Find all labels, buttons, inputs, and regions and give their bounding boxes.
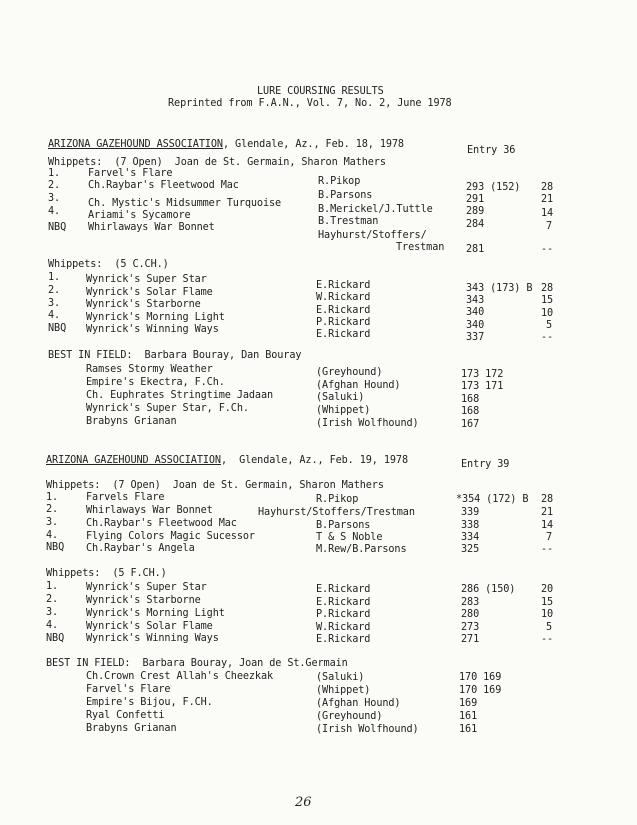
points: 21 bbox=[541, 507, 554, 518]
place: 4. bbox=[48, 310, 61, 321]
points: -- bbox=[541, 634, 554, 645]
dog-name: Ch. Euphrates Stringtime Jadaan bbox=[86, 390, 274, 401]
breed: (Afghan Hound) bbox=[316, 698, 401, 709]
breed: (Irish Wolfhound) bbox=[316, 418, 419, 429]
place: 2. bbox=[46, 594, 59, 605]
dog-name: Ch.Raybar's Fleetwood Mac bbox=[86, 518, 237, 529]
score: 271 bbox=[461, 634, 480, 645]
dog-name: Empire's Ekectra, F.Ch. bbox=[86, 377, 225, 388]
place: 1. bbox=[46, 492, 59, 503]
dog-name: Ch.Raybar's Angela bbox=[86, 543, 195, 554]
place: 3. bbox=[48, 298, 61, 309]
score: 168 bbox=[461, 406, 480, 417]
points: 7 bbox=[546, 532, 553, 543]
score: 170 169 bbox=[459, 672, 502, 683]
dog-name: Brabyns Grianan bbox=[86, 723, 177, 734]
points: 5 bbox=[546, 320, 553, 331]
dog-name: Farvel's Flare bbox=[86, 684, 171, 695]
score: 169 bbox=[459, 698, 478, 709]
points: -- bbox=[541, 544, 554, 555]
dog-name: Whirlaways War Bonnet bbox=[88, 222, 215, 233]
dog-name: Wynrick's Winning Ways bbox=[86, 324, 219, 335]
dog-name: Whirlaways War Bonnet bbox=[86, 505, 213, 516]
stake-heading: Whippets: (7 Open) Joan de St. Germain, Sharon Mathers bbox=[46, 480, 384, 491]
dog-name: Wynrick's Super Star bbox=[86, 582, 207, 593]
owner: B.Parsons bbox=[318, 190, 373, 201]
dog-name: Ryal Confetti bbox=[86, 710, 165, 721]
score: 293 (152) bbox=[466, 182, 521, 193]
dog-name: Farvel's Flare bbox=[88, 168, 173, 179]
score: 339 bbox=[461, 507, 480, 518]
score: 173 172 bbox=[461, 369, 504, 380]
page-title: LURE COURSING RESULTS bbox=[257, 86, 384, 97]
place: 4. bbox=[48, 206, 61, 217]
place: 2. bbox=[48, 180, 61, 191]
event-location: , Glendale, Az., Feb. 18, 1978 bbox=[222, 139, 404, 150]
dog-name: Flying Colors Magic Sucessor bbox=[86, 531, 255, 542]
points: -- bbox=[541, 244, 554, 255]
entry-count: Entry 36 bbox=[467, 145, 516, 156]
score: 325 bbox=[461, 544, 480, 555]
dog-name: Ch.Raybar's Fleetwood Mac bbox=[88, 180, 239, 191]
score: 338 bbox=[461, 520, 480, 531]
breed: (Greyhound) bbox=[316, 711, 383, 722]
club-name: ARIZONA GAZEHOUND ASSOCIATION bbox=[48, 139, 223, 150]
breed: (Afghan Hound) bbox=[316, 380, 401, 391]
score: 284 bbox=[466, 219, 485, 230]
score: 291 bbox=[466, 194, 485, 205]
dog-name: Farvels Flare bbox=[86, 492, 165, 503]
page-subtitle: Reprinted from F.A.N., Vol. 7, No. 2, June 1978 bbox=[168, 98, 452, 109]
owner: T & S Noble bbox=[316, 532, 383, 543]
score: 170 169 bbox=[459, 685, 502, 696]
place: 1. bbox=[48, 168, 61, 179]
owner: B.Merickel/J.Tuttle bbox=[318, 204, 433, 215]
place: NBQ bbox=[48, 222, 67, 233]
score: 281 bbox=[466, 244, 485, 255]
points: 10 bbox=[541, 308, 554, 319]
score: 340 bbox=[466, 320, 485, 331]
score: 343 bbox=[466, 295, 485, 306]
owner: E.Rickard bbox=[316, 329, 371, 340]
score: 286 (150) bbox=[461, 584, 516, 595]
owner: M.Rew/B.Parsons bbox=[316, 544, 407, 555]
owner: E.Rickard bbox=[316, 634, 371, 645]
stake-heading: Whippets: (5 F.CH.) bbox=[46, 568, 167, 579]
score: 168 bbox=[461, 394, 480, 405]
owner: P.Rickard bbox=[316, 317, 371, 328]
points: 28 bbox=[541, 494, 554, 505]
owner: E.Rickard bbox=[316, 584, 371, 595]
score: 273 bbox=[461, 622, 480, 633]
owner: Hayhurst/Stoffers/ bbox=[318, 230, 427, 241]
breed: (Irish Wolfhound) bbox=[316, 724, 419, 735]
dog-name: Wynrick's Winning Ways bbox=[86, 633, 219, 644]
stake-heading: Whippets: (5 C.CH.) bbox=[48, 259, 169, 270]
dog-name: Ramses Stormy Weather bbox=[86, 364, 213, 375]
score: 334 bbox=[461, 532, 480, 543]
owner: E.Rickard bbox=[316, 280, 371, 291]
dog-name: Empire's Bijou, F.CH. bbox=[86, 697, 213, 708]
dog-name: Wynrick's Starborne bbox=[86, 595, 201, 606]
breed: (Saluki) bbox=[316, 392, 365, 403]
best-in-field-heading: BEST IN FIELD: Barbara Bouray, Dan Bouray bbox=[48, 350, 302, 361]
score: 173 171 bbox=[461, 381, 504, 392]
owner: B.Parsons bbox=[316, 520, 371, 531]
place: 3. bbox=[48, 193, 61, 204]
dog-name: Wynrick's Super Star bbox=[86, 274, 207, 285]
dog-name: Ch.Crown Crest Allah's Cheezkak bbox=[86, 671, 274, 682]
dog-name: Wynrick's Starborne bbox=[86, 299, 201, 310]
score: 340 bbox=[466, 307, 485, 318]
owner: Hayhurst/Stoffers/Trestman bbox=[258, 507, 415, 518]
place: NBQ bbox=[46, 633, 65, 644]
breed: (Saluki) bbox=[316, 672, 365, 683]
place: NBQ bbox=[48, 323, 67, 334]
points: 14 bbox=[541, 208, 554, 219]
event-header bbox=[46, 455, 408, 467]
best-in-field-heading: BEST IN FIELD: Barbara Bouray, Joan de St.Germain bbox=[46, 658, 348, 669]
place: 1. bbox=[46, 581, 59, 592]
breed: (Greyhound) bbox=[316, 367, 383, 378]
dog-name: Wynrick's Super Star, F.Ch. bbox=[86, 403, 249, 414]
breed: (Whippet) bbox=[316, 685, 371, 696]
dog-name: Wynrick's Solar Flame bbox=[86, 621, 213, 632]
owner: R.Pikop bbox=[318, 176, 361, 187]
score: 337 bbox=[466, 332, 485, 343]
breed: (Whippet) bbox=[316, 405, 371, 416]
dog-name: Brabyns Grianan bbox=[86, 416, 177, 427]
owner: P.Rickard bbox=[316, 609, 371, 620]
place: 2. bbox=[48, 285, 61, 296]
place: 2. bbox=[46, 504, 59, 515]
points: 15 bbox=[541, 597, 554, 608]
score: *354 (172) B bbox=[456, 494, 529, 505]
owner-continued: Trestman bbox=[396, 242, 445, 253]
club-name: ARIZONA GAZEHOUND ASSOCIATION bbox=[46, 455, 221, 466]
place: 3. bbox=[46, 517, 59, 528]
entry-count: Entry 39 bbox=[461, 459, 510, 470]
owner: E.Rickard bbox=[316, 597, 371, 608]
points: 28 bbox=[541, 182, 554, 193]
points: 28 bbox=[541, 283, 554, 294]
place: 1. bbox=[48, 272, 61, 283]
dog-name: Wynrick's Morning Light bbox=[86, 312, 225, 323]
owner: W.Rickard bbox=[316, 622, 371, 633]
score: 161 bbox=[459, 724, 478, 735]
owner: W.Rickard bbox=[316, 292, 371, 303]
page-number: 26 bbox=[295, 795, 312, 810]
score: 161 bbox=[459, 711, 478, 722]
score: 167 bbox=[461, 419, 480, 430]
score: 283 bbox=[461, 597, 480, 608]
event-header bbox=[48, 139, 404, 151]
stake-heading: Whippets: (7 Open) Joan de St. Germain, Sharon Mathers bbox=[48, 157, 386, 168]
points: -- bbox=[541, 332, 554, 343]
points: 14 bbox=[541, 520, 554, 531]
owner: R.Pikop bbox=[316, 494, 359, 505]
points: 20 bbox=[541, 584, 554, 595]
place: 4. bbox=[46, 530, 59, 541]
points: 21 bbox=[541, 194, 554, 205]
dog-name: Ariami's Sycamore bbox=[88, 210, 191, 221]
place: 4. bbox=[46, 620, 59, 631]
score: 289 bbox=[466, 206, 485, 217]
points: 15 bbox=[541, 295, 554, 306]
points: 5 bbox=[546, 622, 553, 633]
score: 343 (173) B bbox=[466, 283, 533, 294]
place: NBQ bbox=[46, 542, 65, 553]
place: 3. bbox=[46, 607, 59, 618]
dog-name: Wynrick's Solar Flame bbox=[86, 287, 213, 298]
dog-name: Wynrick's Morning Light bbox=[86, 608, 225, 619]
score: 280 bbox=[461, 609, 480, 620]
owner: B.Trestman bbox=[318, 216, 379, 227]
dog-name: Ch. Mystic's Midsummer Turquoise bbox=[88, 198, 282, 209]
points: 10 bbox=[541, 609, 554, 620]
points: 7 bbox=[546, 221, 553, 232]
owner: E.Rickard bbox=[316, 305, 371, 316]
event-location: , Glendale, Az., Feb. 19, 1978 bbox=[220, 455, 409, 466]
